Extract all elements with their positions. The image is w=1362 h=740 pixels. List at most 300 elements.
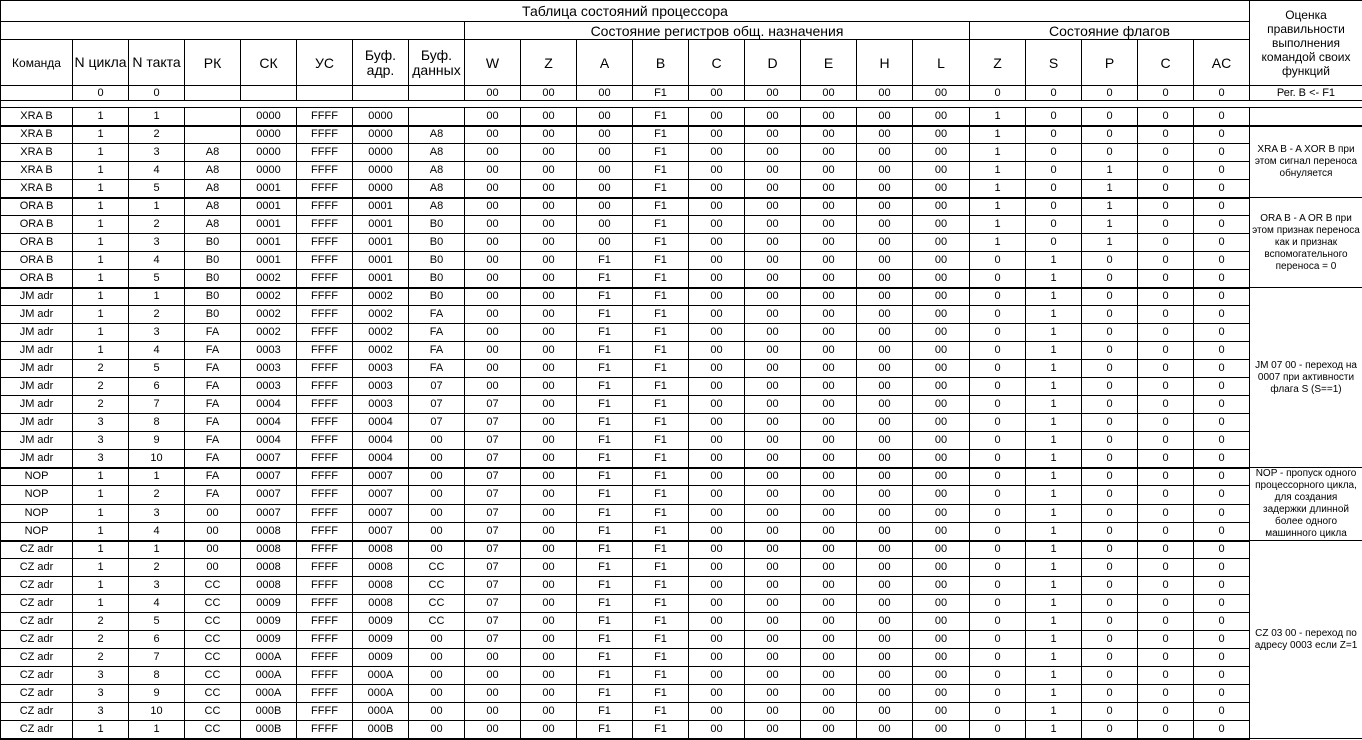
table-cell: FA [185, 414, 241, 432]
column-header: Буф. адр. [353, 40, 409, 86]
table-cell: 0 [1082, 378, 1138, 396]
table-cell: A8 [185, 198, 241, 216]
table-cell: 00 [913, 126, 970, 144]
table-cell: 00 [801, 108, 857, 126]
table-cell: 1 [1026, 486, 1082, 504]
table-cell: 00 [913, 414, 970, 432]
table-cell: FFFF [297, 108, 353, 126]
table-cell: 0 [1194, 198, 1250, 216]
table-cell: 00 [801, 468, 857, 486]
table-cell: 00 [801, 631, 857, 649]
table-cell: 0 [1026, 216, 1082, 234]
table-cell: 0 [1138, 360, 1194, 378]
table-cell: FFFF [297, 234, 353, 252]
table-cell: 1 [970, 144, 1026, 162]
table-cell: FFFF [297, 324, 353, 342]
table-cell: 00 [801, 414, 857, 432]
table-cell: 00 [801, 559, 857, 577]
table-cell: FFFF [297, 721, 353, 739]
table-cell: 0 [970, 486, 1026, 504]
table-cell: B0 [185, 252, 241, 270]
table-cell: F1 [633, 631, 689, 649]
table-cell: CC [185, 667, 241, 685]
table-cell: 00 [857, 108, 913, 126]
table-cell: B0 [409, 270, 465, 288]
table-cell: 00 [465, 324, 521, 342]
table-cell: 00 [857, 450, 913, 468]
table-cell: 00 [913, 216, 970, 234]
column-header: H [857, 40, 913, 86]
table-cell: 0 [970, 631, 1026, 649]
table-cell: 00 [689, 414, 745, 432]
table-cell: CC [185, 685, 241, 703]
table-cell: 1 [73, 234, 129, 252]
table-cell: 0 [1082, 144, 1138, 162]
table-cell: 9 [129, 432, 185, 450]
table-cell: 00 [521, 649, 577, 667]
table-cell: 00 [857, 288, 913, 306]
column-header: S [1026, 40, 1082, 86]
check-note [1250, 108, 1362, 126]
table-cell: 07 [465, 559, 521, 577]
table-cell: 0 [970, 450, 1026, 468]
table-cell: 0 [1194, 360, 1250, 378]
table-cell: 07 [465, 504, 521, 522]
table-cell: 0 [1194, 234, 1250, 252]
table-cell [409, 86, 465, 101]
table-cell: F1 [577, 486, 633, 504]
table-cell: 0 [970, 721, 1026, 739]
table-cell: 00 [913, 631, 970, 649]
table-cell: 0008 [241, 559, 297, 577]
table-cell: 00 [913, 270, 970, 288]
initial-note: Рег. B <- F1 [1250, 86, 1362, 101]
table-row [1, 577, 1362, 595]
table-cell: 0 [970, 432, 1026, 450]
table-cell: 00 [465, 198, 521, 216]
table-cell: ORA B [1, 216, 73, 234]
table-cell: FFFF [297, 126, 353, 144]
table-cell: 0 [1194, 342, 1250, 360]
table-cell: 0 [1194, 541, 1250, 559]
table-cell: 0 [1194, 522, 1250, 540]
table-cell: 6 [129, 631, 185, 649]
table-cell: 000B [241, 703, 297, 721]
table-cell: 1 [1026, 504, 1082, 522]
table-cell: 00 [689, 522, 745, 540]
table-cell: 00 [521, 324, 577, 342]
table-cell: FA [185, 324, 241, 342]
table-cell: 0 [1082, 360, 1138, 378]
table-cell: 0008 [241, 522, 297, 540]
table-cell: 07 [465, 522, 521, 540]
table-cell: F1 [633, 144, 689, 162]
table-cell: 00 [465, 234, 521, 252]
table-cell: 00 [857, 432, 913, 450]
table-cell: JM adr [1, 396, 73, 414]
table-cell: F1 [633, 468, 689, 486]
table-cell: 0 [1082, 667, 1138, 685]
table-cell: 0 [970, 270, 1026, 288]
table-cell: 00 [913, 468, 970, 486]
table-cell: 00 [521, 414, 577, 432]
table-cell: JM adr [1, 450, 73, 468]
table-cell: 00 [521, 432, 577, 450]
table-cell: 0 [1138, 378, 1194, 396]
table-cell: 1 [73, 306, 129, 324]
table-cell: 00 [409, 504, 465, 522]
table-cell: 0 [1138, 721, 1194, 739]
table-cell: 07 [465, 396, 521, 414]
table-cell: 00 [801, 450, 857, 468]
table-cell: CZ adr [1, 649, 73, 667]
table-cell: F1 [577, 667, 633, 685]
table-cell: 00 [913, 108, 970, 126]
table-cell: A8 [409, 162, 465, 180]
table-cell: JM adr [1, 432, 73, 450]
table-cell: 0 [1138, 667, 1194, 685]
table-cell: 0 [970, 649, 1026, 667]
table-cell: 1 [1082, 234, 1138, 252]
table-cell: CC [409, 595, 465, 613]
table-cell: F1 [633, 541, 689, 559]
table-cell: F1 [633, 86, 689, 101]
flags-group-header: Состояние флагов [970, 22, 1250, 40]
table-cell: 0 [1138, 631, 1194, 649]
table-cell: 07 [465, 541, 521, 559]
table-row [1, 252, 1362, 270]
table-cell: 1 [73, 270, 129, 288]
table-cell: 3 [129, 504, 185, 522]
table-row [1, 631, 1362, 649]
table-cell: CZ adr [1, 631, 73, 649]
table-cell: 0 [970, 414, 1026, 432]
table-cell: 0 [970, 360, 1026, 378]
table-row [1, 468, 1362, 486]
table-cell: 00 [913, 667, 970, 685]
table-cell: 0008 [353, 577, 409, 595]
column-header: СК [241, 40, 297, 86]
table-cell: 1 [1026, 252, 1082, 270]
table-cell: 0000 [353, 180, 409, 198]
table-cell: 00 [689, 252, 745, 270]
table-cell: 00 [801, 162, 857, 180]
table-cell: 00 [745, 721, 801, 739]
table-cell: 00 [913, 86, 970, 101]
table-cell: 0 [1138, 234, 1194, 252]
table-cell: 1 [1026, 595, 1082, 613]
table-cell: B0 [409, 234, 465, 252]
table-cell: F1 [633, 324, 689, 342]
table-cell: F1 [633, 396, 689, 414]
table-cell: 00 [913, 288, 970, 306]
table-cell: 00 [745, 108, 801, 126]
table-cell: 00 [577, 216, 633, 234]
table-cell: 0004 [241, 396, 297, 414]
table-row [1, 432, 1362, 450]
table-cell: F1 [633, 721, 689, 739]
table-cell: 0 [1194, 613, 1250, 631]
table-cell: 0 [1194, 486, 1250, 504]
table-cell: 00 [801, 126, 857, 144]
table-cell: 00 [745, 595, 801, 613]
table-cell: F1 [633, 234, 689, 252]
table-cell: 00 [409, 450, 465, 468]
table-row [1, 198, 1362, 216]
table-row [1, 144, 1362, 162]
table-cell: 00 [409, 667, 465, 685]
table-cell: 00 [465, 162, 521, 180]
table-cell [185, 108, 241, 126]
table-cell: F1 [577, 252, 633, 270]
table-row [1, 414, 1362, 432]
table-cell: 07 [465, 613, 521, 631]
table-cell: 000B [353, 721, 409, 739]
table-cell: F1 [633, 270, 689, 288]
column-header: D [745, 40, 801, 86]
table-cell: 0000 [353, 108, 409, 126]
table-row [1, 541, 1362, 559]
table-cell: 00 [521, 486, 577, 504]
table-cell: FFFF [297, 378, 353, 396]
table-cell: 1 [1026, 468, 1082, 486]
table-cell: 00 [857, 667, 913, 685]
table-cell: 00 [689, 468, 745, 486]
table-cell: 0001 [353, 270, 409, 288]
table-cell: 00 [913, 450, 970, 468]
table-cell: 0000 [241, 108, 297, 126]
table-cell: F1 [577, 721, 633, 739]
table-row [1, 595, 1362, 613]
table-cell: 5 [129, 613, 185, 631]
table-cell: 07 [465, 486, 521, 504]
table-cell: CZ adr [1, 559, 73, 577]
table-row [1, 288, 1362, 306]
check-note: ORA B - A OR B при этом признак переноса как и признак вспомогательного переноса = 0 [1250, 198, 1362, 288]
table-row [1, 703, 1362, 721]
table-cell: 07 [465, 595, 521, 613]
table-cell: 00 [465, 378, 521, 396]
table-cell: 00 [913, 342, 970, 360]
table-cell: 07 [409, 378, 465, 396]
table-cell: 00 [857, 595, 913, 613]
table-cell: 0 [1194, 685, 1250, 703]
table-cell: 0 [1138, 216, 1194, 234]
table-cell: F1 [577, 559, 633, 577]
table-row [1, 721, 1362, 739]
table-cell: 0003 [241, 360, 297, 378]
table-cell: F1 [577, 595, 633, 613]
table-cell: 0 [1194, 144, 1250, 162]
table-cell: 0 [1138, 522, 1194, 540]
table-cell: 00 [801, 721, 857, 739]
table-cell: 00 [465, 288, 521, 306]
table-cell: 0 [1138, 180, 1194, 198]
table-cell: 0 [1194, 432, 1250, 450]
table-cell [409, 108, 465, 126]
table-cell: 0009 [241, 595, 297, 613]
table-cell: 0 [1194, 468, 1250, 486]
table-cell: 00 [465, 685, 521, 703]
table-cell: 00 [465, 721, 521, 739]
table-cell: 00 [689, 378, 745, 396]
table-cell: FA [409, 360, 465, 378]
check-note: CZ 03 00 - переход по адресу 0003 если Z=1 [1250, 541, 1362, 739]
table-cell: 0 [1194, 577, 1250, 595]
table-cell: 0 [970, 559, 1026, 577]
table-cell: 0 [970, 86, 1026, 101]
column-header: P [1082, 40, 1138, 86]
table-cell: CZ adr [1, 577, 73, 595]
table-row [1, 216, 1362, 234]
table-cell: 07 [465, 468, 521, 486]
table-cell: 00 [857, 234, 913, 252]
table-cell: 2 [73, 360, 129, 378]
table-cell: 1 [73, 541, 129, 559]
table-cell: 0 [1082, 595, 1138, 613]
table-cell: 00 [745, 198, 801, 216]
table-cell: 00 [745, 450, 801, 468]
table-cell: 00 [465, 180, 521, 198]
table-cell: 00 [465, 360, 521, 378]
table-cell: A8 [185, 144, 241, 162]
table-cell: F1 [633, 685, 689, 703]
table-cell: 00 [689, 631, 745, 649]
table-cell: FFFF [297, 468, 353, 486]
table-cell: 00 [521, 559, 577, 577]
table-cell: 0002 [241, 324, 297, 342]
table-cell: CZ adr [1, 721, 73, 739]
table-cell: 2 [129, 126, 185, 144]
table-cell: 00 [689, 486, 745, 504]
table-cell: 0001 [241, 180, 297, 198]
table-cell: 00 [857, 649, 913, 667]
table-cell: 0 [970, 613, 1026, 631]
table-cell: 1 [73, 180, 129, 198]
table-cell: JM adr [1, 378, 73, 396]
table-cell: 00 [521, 288, 577, 306]
table-cell: 00 [689, 703, 745, 721]
table-cell: 00 [857, 522, 913, 540]
table-cell: 0 [1194, 721, 1250, 739]
table-cell: 00 [857, 631, 913, 649]
table-cell: 0 [970, 252, 1026, 270]
table-cell: 00 [521, 522, 577, 540]
table-cell: 00 [521, 577, 577, 595]
table-cell: 0 [970, 595, 1026, 613]
table-cell: 1 [73, 342, 129, 360]
table-cell: 00 [745, 342, 801, 360]
table-cell: ORA B [1, 270, 73, 288]
table-cell: 00 [857, 360, 913, 378]
table-cell: FFFF [297, 522, 353, 540]
table-cell: 1 [1026, 396, 1082, 414]
table-cell: F1 [577, 378, 633, 396]
table-cell: 0 [1026, 180, 1082, 198]
table-cell: 0 [1138, 577, 1194, 595]
table-cell: FFFF [297, 144, 353, 162]
table-cell: 00 [521, 360, 577, 378]
table-cell: 1 [1026, 270, 1082, 288]
table-cell: FA [185, 486, 241, 504]
table-cell: 00 [913, 703, 970, 721]
table-cell: 00 [857, 685, 913, 703]
table-cell: 1 [73, 324, 129, 342]
table-cell: 4 [129, 522, 185, 540]
table-cell: 0 [1194, 396, 1250, 414]
table-cell: 2 [129, 216, 185, 234]
table-cell: 00 [689, 108, 745, 126]
table-row [1, 504, 1362, 522]
table-cell: 00 [857, 486, 913, 504]
table-cell: 0008 [353, 595, 409, 613]
table-cell: 1 [129, 288, 185, 306]
table-cell: 00 [409, 486, 465, 504]
table-cell: 00 [465, 306, 521, 324]
table-cell: 0 [1082, 252, 1138, 270]
table-cell: 1 [1026, 649, 1082, 667]
table-cell: FFFF [297, 306, 353, 324]
table-cell: 00 [913, 234, 970, 252]
table-cell: 00 [745, 486, 801, 504]
table-cell: 00 [801, 306, 857, 324]
table-cell: CZ adr [1, 595, 73, 613]
table-cell: 0000 [353, 126, 409, 144]
table-cell: 0 [1026, 126, 1082, 144]
table-cell: 0 [1194, 504, 1250, 522]
table-cell: 0 [1026, 198, 1082, 216]
table-cell: 0 [1194, 288, 1250, 306]
column-header: Команда [1, 40, 73, 86]
table-cell: F1 [577, 577, 633, 595]
table-cell: 0 [1138, 306, 1194, 324]
table-cell: 00 [745, 144, 801, 162]
table-cell: 1 [129, 541, 185, 559]
table-cell: ORA B [1, 234, 73, 252]
table-cell: 0007 [353, 468, 409, 486]
table-row [1, 649, 1362, 667]
table-cell: FFFF [297, 162, 353, 180]
table-cell: FFFF [297, 216, 353, 234]
table-cell: 00 [745, 126, 801, 144]
table-cell: F1 [577, 649, 633, 667]
table-cell: 1 [1026, 703, 1082, 721]
table-cell: 00 [521, 270, 577, 288]
table-cell: CC [185, 703, 241, 721]
table-cell: 00 [745, 162, 801, 180]
table-cell: 00 [913, 306, 970, 324]
table-cell: 00 [689, 649, 745, 667]
table-cell: 0008 [353, 541, 409, 559]
table-cell: 0 [1082, 450, 1138, 468]
table-cell: 00 [745, 667, 801, 685]
table-cell: 0 [1138, 595, 1194, 613]
table-cell: 0 [1082, 522, 1138, 540]
table-cell: 0 [1082, 432, 1138, 450]
table-cell: 1 [1026, 324, 1082, 342]
table-cell: 1 [1026, 450, 1082, 468]
table-cell: 1 [73, 126, 129, 144]
table-cell: FFFF [297, 414, 353, 432]
table-cell: 0 [1082, 126, 1138, 144]
table-cell: 00 [689, 450, 745, 468]
table-cell: 4 [129, 252, 185, 270]
table-cell: 07 [409, 414, 465, 432]
table-cell: 00 [409, 432, 465, 450]
table-cell: 00 [745, 378, 801, 396]
table-cell: 1 [73, 198, 129, 216]
table-cell: 0007 [241, 504, 297, 522]
